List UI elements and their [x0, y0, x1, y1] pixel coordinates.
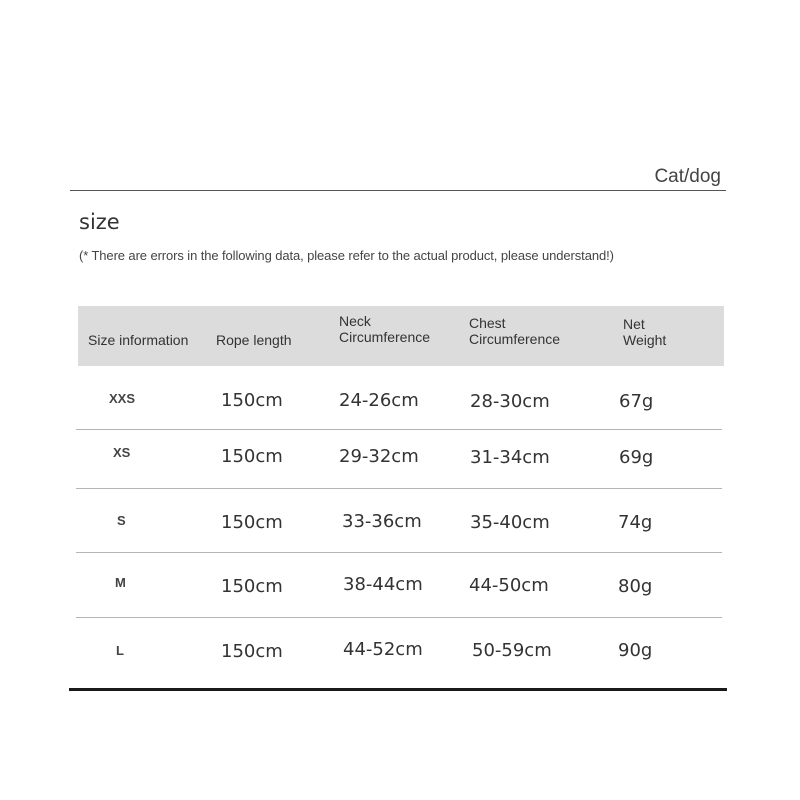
row-divider [76, 429, 722, 430]
table-bottom-border [69, 688, 727, 691]
rope-length-cell: 150cm [221, 576, 283, 597]
neck-cell: 44-52cm [343, 639, 423, 660]
weight-cell: 90g [618, 640, 653, 661]
header-size-information: Size information [88, 332, 189, 348]
top-divider [70, 190, 726, 191]
weight-cell: 74g [618, 512, 653, 533]
size-cell: M [115, 575, 126, 590]
header-chest-circumference: Chest Circumference [469, 315, 561, 347]
neck-cell: 38-44cm [343, 574, 423, 595]
rope-length-cell: 150cm [221, 390, 283, 411]
weight-cell: 80g [618, 576, 653, 597]
chest-cell: 31-34cm [470, 447, 550, 468]
size-cell: XS [113, 445, 131, 460]
size-cell: L [116, 643, 124, 658]
header-neck-circumference: Neck Circumference [339, 313, 431, 345]
header-net-weight: Net Weight [623, 316, 667, 348]
rope-length-cell: 150cm [221, 512, 283, 533]
neck-cell: 29-32cm [339, 446, 419, 467]
section-title: size [79, 210, 120, 234]
disclaimer-text: (* There are errors in the following data, please refer to the actual product, please understand!) [79, 248, 614, 263]
weight-cell: 69g [619, 447, 654, 468]
chest-cell: 44-50cm [469, 575, 549, 596]
size-cell: XXS [109, 391, 136, 406]
neck-cell: 33-36cm [342, 511, 422, 532]
chest-cell: 28-30cm [470, 391, 550, 412]
size-cell: S [117, 513, 126, 528]
rope-length-cell: 150cm [221, 641, 283, 662]
neck-cell: 24-26cm [339, 390, 419, 411]
row-divider [76, 617, 722, 618]
chest-cell: 35-40cm [470, 512, 550, 533]
rope-length-cell: 150cm [221, 446, 283, 467]
chest-cell: 50-59cm [472, 640, 552, 661]
category-label: Cat/dog [654, 166, 721, 187]
header-rope-length: Rope length [216, 332, 292, 348]
row-divider [76, 488, 722, 489]
row-divider [76, 552, 722, 553]
weight-cell: 67g [619, 391, 654, 412]
